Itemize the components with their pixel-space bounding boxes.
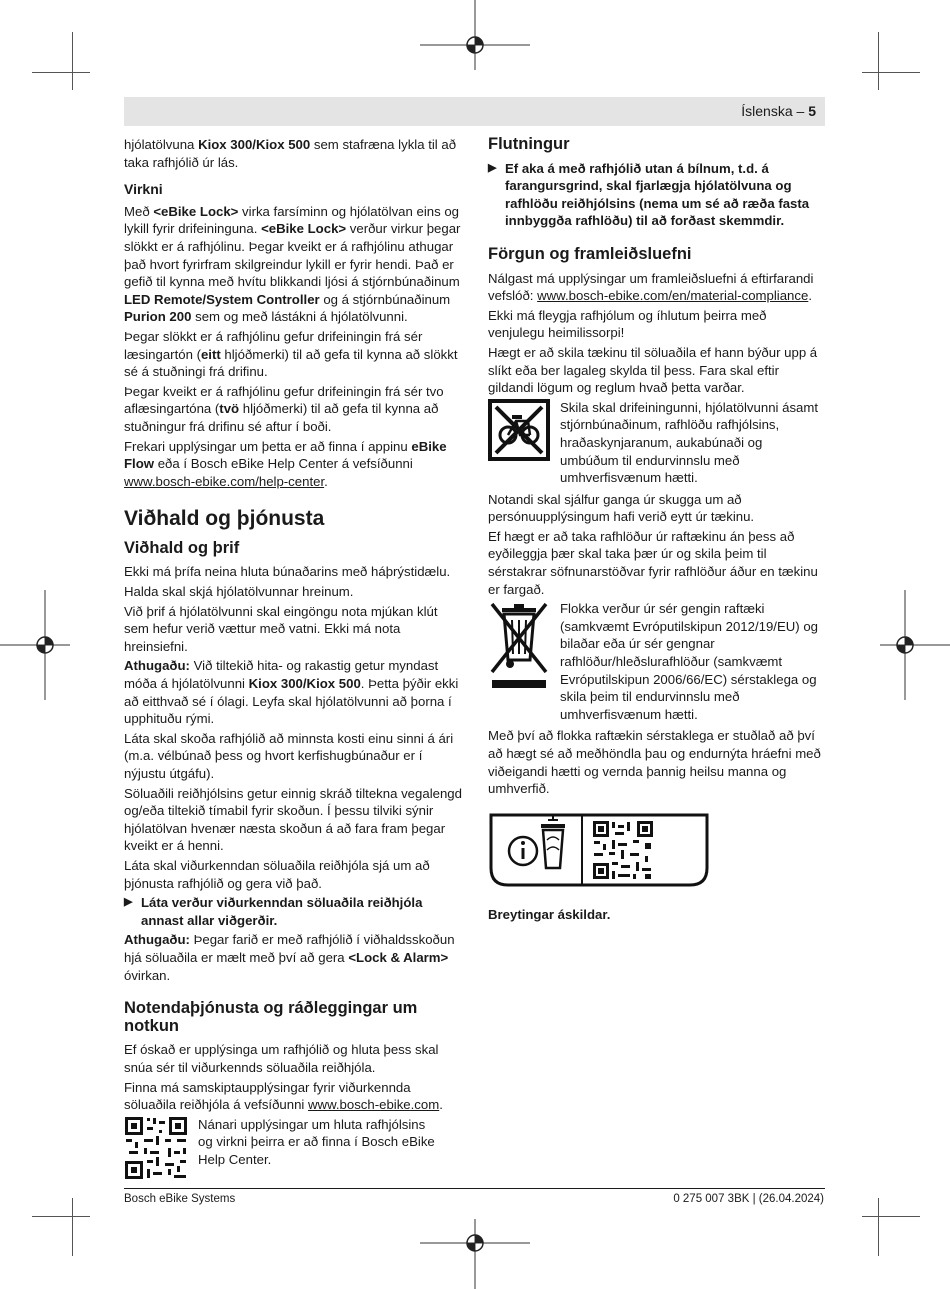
virkni-paragraph-1: Með <eBike Lock> virka farsíminn og hjólatölvan eins og lykill fyrir drifeininguna. <eBike Lock> verður virkur þegar slökkt er á rafhjólinu. Þegar kveikt er á rafhjólinu athugar það hvort fyrirfram skilgreindur lykill er fyrir hendi. Það er gefið til kynna með hvítu blikkandi ljósi á stjórnbúnaðinum LED Remote/System Controller og á stjórnbúnaðinum Purion 200 sem og með lástákni á hjólatölvunni. xyxy=(124,203,461,325)
care-paragraph-3: Við þrif á hjólatölvunni skal eingöngu nota mjúkan klút sem hefur verið vættur með vatni. Ekki má nota hreinsiefni. xyxy=(124,603,438,654)
qr-code-icon[interactable] xyxy=(124,1116,188,1180)
page-header xyxy=(741,103,816,119)
disposal-bike-row xyxy=(488,399,825,487)
disposal-paragraph-6: Ef hægt er að taka rafhlöður úr raftækinu án þess að eyðileggja þær skal taka þær úr og skila þeim til sérstakrar söfnunarstöðvar fyrir rafhlöður áður en tækinu er fargað. xyxy=(488,528,818,597)
right-column xyxy=(488,136,825,925)
disposal-paragraph-3: Hægt er að skila tækinu til söluaðila ef hann býður upp á slíkt eða ber lagaleg skylda til þess. Fara skal eftir gildandi lögum og reglum hvað þetta varðar. xyxy=(488,344,818,396)
crop-mark xyxy=(862,1216,920,1217)
header-band xyxy=(124,97,825,126)
disposal-paragraph-5: Notandi skal sjálfur ganga úr skugga um að persónuupplýsingum hafi verið eytt úr tækinu. xyxy=(488,491,755,525)
crop-mark xyxy=(878,1198,879,1256)
section-title-maintenance: Viðhald og þjónusta xyxy=(124,507,325,531)
crop-mark xyxy=(72,1198,73,1256)
material-compliance-link[interactable]: www.bosch-ebike.com/en/material-compliance xyxy=(537,288,809,304)
registration-mark-right xyxy=(880,590,950,700)
header-separator: – xyxy=(796,103,805,119)
crop-mark xyxy=(32,72,90,73)
crossed-wheelie-bin-icon xyxy=(488,600,550,692)
crop-mark xyxy=(878,32,879,90)
service-paragraph-1: Ef óskað er upplýsinga um rafhjólið og hluta þess skal snúa sér til viðurkennds söluaðila reiðhjóla. xyxy=(124,1042,439,1075)
registration-mark-bottom xyxy=(420,1219,530,1289)
care-paragraph-1: Ekki má þrífa neina hluta búnaðarins með háþrýstidælu. xyxy=(124,564,451,580)
bosch-ebike-link[interactable]: www.bosch-ebike.com xyxy=(308,1097,440,1113)
footer-doc-number: 0 275 007 3BK | (26.04.2024) xyxy=(673,1193,824,1205)
care-paragraph-8: Athugaðu: Þegar farið er með rafhjólið í viðhaldsskoðun hjá söluaðila er mælt með því að gera <Lock & Alarm> óvirkan. xyxy=(124,932,455,983)
disposal-paragraph-8: Með því að flokka raftækin sérstaklega er stuðlað að því að hægt sé að meðhöndla þau og endurnýta hráefni með viðeigandi hætti og vernda þannig heilsu manna og umhverfið. xyxy=(488,728,821,797)
care-heading: Viðhald og þrif xyxy=(124,538,240,557)
help-center-note: Nánari upplýsingar um hluta rafhjólsins og virkni þeirra er að finna í Bosch eBike Help Center. xyxy=(198,1116,435,1167)
header-language: Íslenska xyxy=(741,103,793,119)
left-column xyxy=(124,136,466,1184)
info-recycle-icon xyxy=(509,816,565,868)
help-center-link[interactable]: www.bosch-ebike.com/help-center xyxy=(124,473,325,489)
transport-warning-bullet: ▶ Ef aka á með rafhjólið utan á bílnum, t.d. á farangursgrind, skal fjarlægja hjólatölvuna og rafhlöðu reiðhjólsins (nema um sé að ræða fasta innbyggða rafhlöðu) til að forðast skemmdir. xyxy=(488,160,810,229)
crop-mark xyxy=(862,72,920,73)
registration-mark-left xyxy=(0,590,70,700)
virkni-paragraph-3: Þegar kveikt er á rafhjólinu gefur drifeiningin frá sér tvo aflæsingartóna (tvö hljóðmerki) til að gefa til kynna að stuðningur frá drifinu sé aftur í boði. xyxy=(124,383,444,434)
care-warning-bullet: ▶ Láta verður viðurkenndan söluaðila reiðhjóla annast allar viðgerðir. xyxy=(124,895,423,928)
service-paragraph-2: Finna má samskiptaupplýsingar fyrir viðurkennda söluaðila reiðhjóla á vefsíðunni www.bosch-ebike.com. xyxy=(124,1079,443,1113)
crossed-bicycle-bin-icon xyxy=(488,399,550,461)
care-paragraph-4: Athugaðu: Við tiltekið hita- og rakastig getur myndast móða á hjólatölvunni Kiox 300/Kiox 500. Þetta þýðir ekki að eitthvað sé í ólagi. Leyfa skal hjólatölvunni að þorna í upphituðu rými. xyxy=(124,658,459,727)
disposal-components-text: Skila skal drifeiningunni, hjólatölvunni ásamt stjórnbúnaðinum, rafhlöðu rafhjólsins, hraðaskynjaranum, aukabúnaði og umbúðum til endurvinnslu með umhverfisvænum hætti. xyxy=(560,399,819,486)
transport-heading: Flutningur xyxy=(488,135,570,153)
registration-mark-top xyxy=(420,0,530,70)
virkni-heading: Virkni xyxy=(124,181,163,198)
care-paragraph-2: Halda skal skjá hjólatölvunnar hreinum. xyxy=(124,584,354,600)
bullet-triangle-icon: ▶ xyxy=(124,896,133,909)
service-heading: Notendaþjónusta og ráðleggingar um notkun xyxy=(124,999,418,1035)
disposal-heading: Förgun og framleiðsluefni xyxy=(488,244,692,263)
page-number: 5 xyxy=(808,103,816,119)
disposal-paragraph-1: Nálgast má upplýsingar um framleiðsluefni á eftirfarandi vefslóð: www.bosch-ebike.com/en/material-compliance. xyxy=(488,270,814,304)
help-center-qr-row xyxy=(124,1116,466,1180)
bullet-triangle-icon: ▶ xyxy=(488,161,497,174)
info-recycle-panel xyxy=(488,812,710,888)
weee-text: Flokka verður úr sér gengin raftæki (samkvæmt Evróputilskipun 2012/19/EU) og bilaðar eða úr sér gengnar rafhlöður/hleðslurafhlöður (samkvæmt Evróputilskipun 2006/66/EC) sérstaklega og skila þeim til endurvinnslu með umhverfisvænum hætti. xyxy=(560,601,818,722)
care-paragraph-7: Láta skal viðurkenndan söluaðila reiðhjóla sjá um að þjónusta rafhjólið og gera við það. xyxy=(124,857,430,891)
care-paragraph-5: Láta skal skoða rafhjólið að minnsta kosti einu sinni á ári (m.a. vélbúnað þess og hvort kerfishugbúnaður er í nýjustu útgáfu). xyxy=(124,730,454,781)
intro-paragraph: hjólatölvuna Kiox 300/Kiox 500 sem stafræna lykla til að taka rafhjólið úr lás. xyxy=(124,137,457,170)
disposal-paragraph-2: Ekki má fleygja rafhjólum og íhlutum þeirra með venjulegu heimilissorpi! xyxy=(488,307,767,341)
virkni-paragraph-2: Þegar slökkt er á rafhjólinu gefur drifeiningin frá sér læsingartón (eitt hljóðmerki) til að gefa til kynna að slökkt sé á stuðningi frá drifinu. xyxy=(124,328,458,380)
virkni-paragraph-4: Frekari upplýsingar um þetta er að finna í appinu eBike Flow eða í Bosch eBike Help Center á vefsíðunni www.bosch-ebike.com/help-center. xyxy=(124,438,447,489)
footer-rule xyxy=(124,1188,825,1189)
crop-mark xyxy=(72,32,73,90)
footer-company: Bosch eBike Systems xyxy=(124,1193,236,1205)
crop-mark xyxy=(32,1216,90,1217)
weee-row xyxy=(488,600,825,723)
changes-note: Breytingar áskildar. xyxy=(488,906,611,922)
qr-code-icon[interactable] xyxy=(592,820,654,880)
care-paragraph-6: Söluaðili reiðhjólsins getur einnig skráð tiltekna vegalengd og/eða tiltekið tímabil fyrir skoðun. Í þessu tilviki sýnir hjólatölvan hvenær næsta skoðun á að fara fram þegar kveikt er á henni. xyxy=(124,785,462,854)
